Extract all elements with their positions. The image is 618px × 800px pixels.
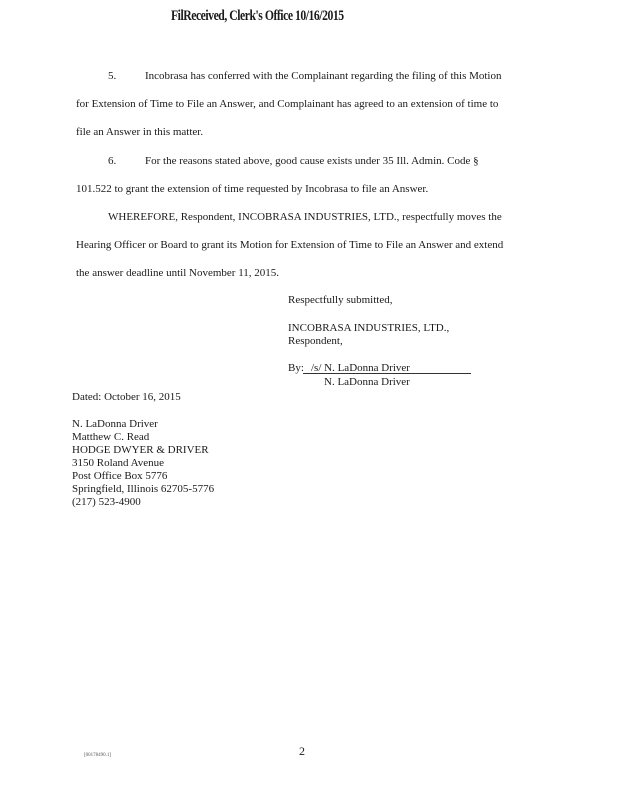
attorney-line: N. LaDonna Driver [72, 418, 158, 430]
attorney-block [72, 418, 214, 509]
electronic-signature: /s/ N. LaDonna Driver [311, 362, 410, 374]
attorney-line: Springfield, Illinois 62705-5776 [72, 483, 215, 495]
party-role: Respondent, [288, 335, 343, 347]
page-number: 2 [299, 744, 305, 758]
paragraph-5-line-1: Incobrasa has conferred with the Complainant regarding the filing of this Motion [145, 70, 502, 82]
attorney-line: Post Office Box 5776 [72, 470, 168, 482]
paragraph-5-line-3: file an Answer in this matter. [76, 126, 204, 138]
signature-line [303, 373, 471, 374]
paragraph-number: 5. [108, 70, 117, 82]
paragraph-number: 6. [108, 155, 117, 167]
signer-name: N. LaDonna Driver [324, 376, 410, 388]
attorney-line: HODGE DWYER & DRIVER [72, 444, 209, 456]
dated-line: Dated: October 16, 2015 [72, 391, 181, 403]
paragraph-5-line-2: for Extension of Time to File an Answer, and Complainant has agreed to an extension of time to [76, 98, 499, 110]
party-name: INCOBRASA INDUSTRIES, LTD., [288, 322, 450, 334]
paragraph-6-line-2: 101.522 to grant the extension of time requested by Incobrasa to file an Answer. [76, 183, 429, 195]
wherefore-line-1: WHEREFORE, Respondent, INCOBRASA INDUSTRIES, LTD., respectfully moves the [108, 211, 502, 223]
closing: Respectfully submitted, [288, 294, 393, 306]
paragraph-6-line-1: For the reasons stated above, good cause exists under 35 Ill. Admin. Code § [145, 155, 479, 167]
attorney-line: (217) 523-4900 [72, 496, 141, 508]
document-code: [00178490.1] [84, 753, 112, 758]
filing-stamp: FilReceived, Clerk's Office 10/16/2015 [171, 8, 344, 24]
by-label: By: [288, 362, 304, 374]
attorney-line: 3150 Roland Avenue [72, 457, 165, 469]
attorney-line: Matthew C. Read [72, 431, 150, 443]
wherefore-line-2: Hearing Officer or Board to grant its Motion for Extension of Time to File an Answer and extend [76, 239, 504, 251]
wherefore-line-3: the answer deadline until November 11, 2015. [76, 267, 280, 279]
